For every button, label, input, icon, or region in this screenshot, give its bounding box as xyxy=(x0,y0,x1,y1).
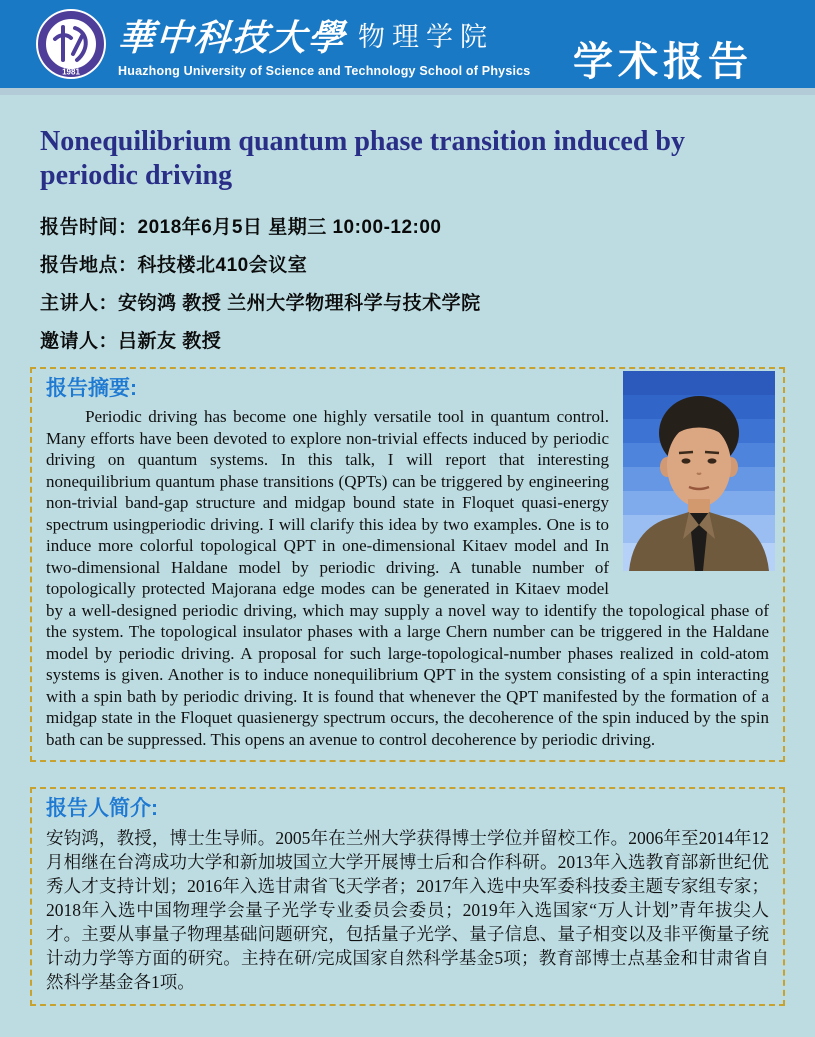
seminar-meta xyxy=(40,215,775,354)
poster-body xyxy=(0,125,815,1006)
meta-time-label: 报告时间： xyxy=(40,217,138,238)
seminar-title: Nonequilibrium quantum phase transition induced by periodic driving xyxy=(40,126,685,191)
meta-host-label: 邀请人： xyxy=(40,331,119,352)
meta-location xyxy=(40,253,775,278)
abstract-section xyxy=(30,367,785,762)
abstract-text: Periodic driving has become one highly versatile tool in quantum control. Many efforts have been devoted to explore non-trivial effects induced by periodic driving on quantum systems. In this talk, I will report that interesting nonequilibrium quantum phase transitions (QPTs) can be triggered by engineering non-trivial band-gap structure and midgap bound state in Floquet quasi-energy spectrum usingperiodic driving. I will clarify this idea by two examples. One is to induce more colorful topological QPT in one-dimensional Kitaev model and In two-dimensional Haldane model by periodic driving. A tunable number of topologically protected Majorana edge modes can be generated in Kitaev model by a well-designed periodic driving, which may supply a novel way to identify the topological phase of the system. The topological insulator phases with a large Chern number can be triggered in the Haldane model by periodic driving. A proposal for such large-topological-number phases realized in cold-atom systems is given. Another is to induce nonequilibrium QPT in the system consisting of a spin interacting with a spin bath by periodic driving. It is found that whenever the QPT manifested by the formation of a midgap state in the Floquet quasienergy spectrum occurs, the decoherence of the spin induced by the spin bath can be suppressed. This opens an avenue to control decoherence by periodic driving. xyxy=(46,407,769,749)
logo-year: 1981 xyxy=(62,67,80,77)
bio-section xyxy=(30,787,785,1006)
meta-time-value: 2018年6月5日 星期三 10:00-12:00 xyxy=(137,217,442,238)
bio-text: 安钧鸿，教授，博士生导师。2005年在兰州大学获得博士学位并留校工作。2006年至2014年12月相继在台湾成功大学和新加坡国立大学开展博士后和合作科研。2013年入选教育部新世纪优秀人才支持计划；2016年入选甘肃省飞天学者；2017年入选中央军委科技委主题专家组专家；2018年入选中国物理学会量子光学专业委员会委员；2019年入选国家“万人计划”青年拔尖人才。主要从事量子物理基础问题研究，包括量子光学、量子信息、量子相变以及非平衡量子统计动力学等方面的研究。主持在研/完成国家自然科学基金5项；教育部博士点基金和甘肃省自然科学基金各1项。 xyxy=(46,828,769,992)
meta-speaker xyxy=(40,291,775,316)
university-name-cn: 華中科技大學 xyxy=(116,18,348,58)
bio-heading: 报告人简介: xyxy=(46,797,158,820)
meta-speaker-label: 主讲人： xyxy=(40,293,119,314)
university-name-en: Huazhong University of Science and Technology School of Physics xyxy=(118,64,531,78)
speaker-photo xyxy=(623,371,775,571)
meta-location-label: 报告地点： xyxy=(40,255,138,276)
university-seal-icon xyxy=(36,9,106,79)
meta-host xyxy=(40,329,775,354)
university-logo xyxy=(36,9,106,79)
brand-block xyxy=(118,10,530,78)
abstract-heading: 报告摘要: xyxy=(46,377,137,400)
meta-location-value: 科技楼北410会议室 xyxy=(137,255,308,276)
meta-speaker-value: 安钧鸿 教授 兰州大学物理科学与技术学院 xyxy=(118,293,481,314)
meta-time xyxy=(40,215,775,240)
header-divider xyxy=(0,88,815,95)
banner-title: 学术报告 xyxy=(573,40,753,84)
department-name-cn: 物理学院 xyxy=(358,22,495,52)
header-banner xyxy=(0,0,815,88)
meta-host-value: 吕新友 教授 xyxy=(118,331,222,352)
speaker-portrait-icon xyxy=(623,371,775,571)
